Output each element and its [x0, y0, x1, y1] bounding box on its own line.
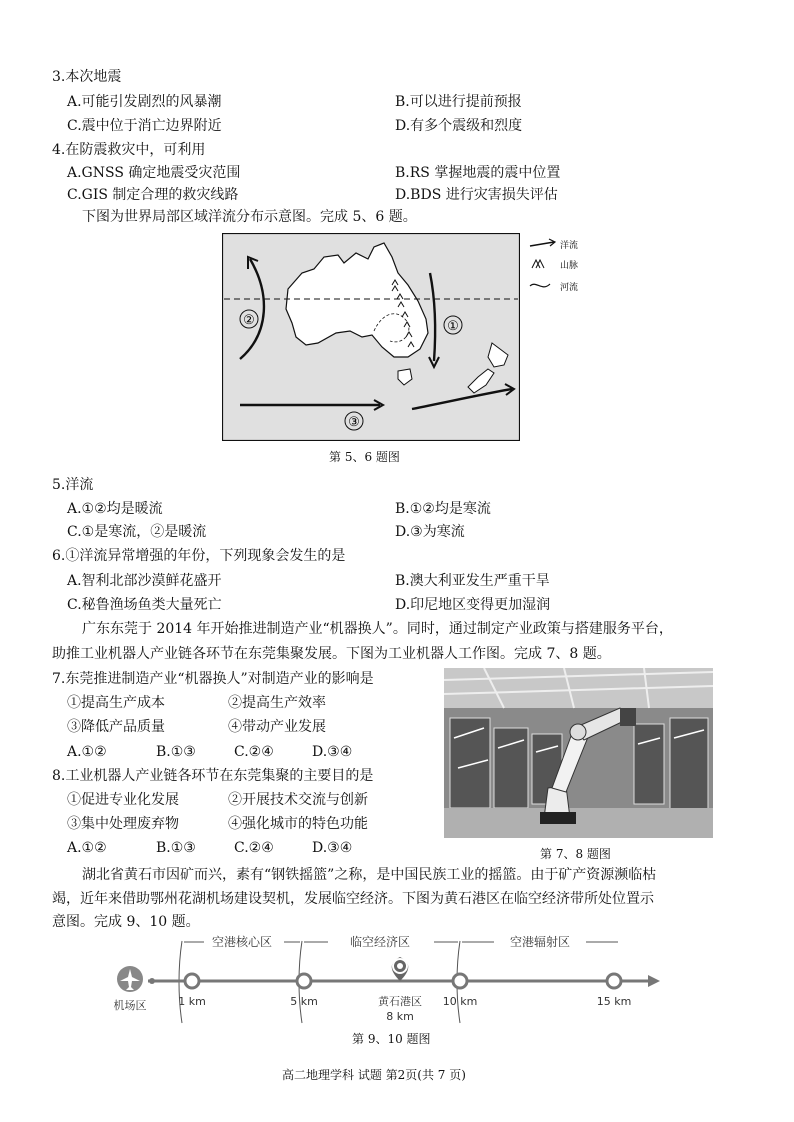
- q3-option-d: D.有多个震级和烈度: [395, 118, 523, 134]
- marker-15km: 15 km: [596, 995, 632, 1008]
- q7-item-1: ①提高生产成本: [67, 695, 165, 711]
- q6-option-b: B.澳大利亚发生严重干旱: [395, 573, 550, 589]
- q4-option-c: C.GIS 制定合理的救灾线路: [67, 187, 239, 203]
- q5-stem: 5.洋流: [52, 477, 94, 493]
- port-label: 黄石港区: [378, 995, 422, 1008]
- q4-stem: 4.在防震救灾中，可利用: [52, 142, 206, 158]
- q7-item-4: ④带动产业发展: [228, 719, 326, 735]
- intro-9-10-line1: 湖北省黄石市因矿而兴，素有“钢铁摇篮”之称，是中国民族工业的摇篮。由于矿产资源濒临枯: [82, 867, 657, 883]
- legend-mountain: 山脉: [560, 261, 579, 271]
- zone-airport-economy: 临空经济区: [349, 935, 411, 949]
- q5-option-d: D.③为寒流: [395, 524, 465, 540]
- map-legend: [528, 238, 598, 298]
- river-legend-icon: [530, 284, 550, 287]
- intro-9-10-line3: 意图。完成 9、10 题。: [52, 914, 200, 930]
- q3-option-b: B.可以进行提前预报: [395, 94, 522, 110]
- mountain-legend-icon: [532, 260, 544, 268]
- map-svg: [222, 233, 520, 441]
- q3-stem: 3.本次地震: [52, 69, 122, 85]
- q7-item-2: ②提高生产效率: [228, 695, 326, 711]
- q6-option-c: C.秘鲁渔场鱼类大量死亡: [67, 597, 222, 613]
- ocean-current-map: [222, 233, 520, 441]
- marker-1km: 1 km: [178, 995, 206, 1008]
- q8-option-a: A.①②: [67, 840, 107, 856]
- q5-option-b: B.①②均是寒流: [395, 501, 491, 517]
- robot-photo-svg: [444, 668, 713, 838]
- marker-10km: 10 km: [442, 995, 478, 1008]
- current-1-label: ①: [447, 319, 459, 334]
- robot-photo: [444, 668, 713, 838]
- q7-option-c: C.②④: [234, 744, 274, 760]
- intro-7-8-line2: 助推工业机器人产业链各环节在东莞集聚发展。下图为工业机器人工作图。完成 7、8 题。: [52, 646, 611, 662]
- q8-option-c: C.②④: [234, 840, 274, 856]
- q8-option-d: D.③④: [312, 840, 353, 856]
- q4-option-b: B.RS 掌握地震的震中位置: [395, 165, 561, 181]
- airport-economy-diagram: [108, 927, 668, 1027]
- photo-caption: 第 7、8 题图: [540, 847, 611, 861]
- q7-option-b: B.①③: [156, 744, 196, 760]
- timeline-caption: 第 9、10 题图: [352, 1032, 431, 1046]
- q8-option-b: B.①③: [156, 840, 196, 856]
- page-footer: 高二地理学科 试题 第2页(共 7 页): [282, 1068, 466, 1082]
- q3-option-c: C.震中位于消亡边界附近: [67, 118, 222, 134]
- q6-stem: 6.①洋流异常增强的年份，下列现象会发生的是: [52, 548, 346, 564]
- q8-item-1: ①促进专业化发展: [67, 792, 179, 808]
- q3-option-a: A.可能引发剧烈的风暴潮: [67, 94, 222, 110]
- q4-option-d: D.BDS 进行灾害损失评估: [395, 187, 558, 203]
- intro-5-6: 下图为世界局部区域洋流分布示意图。完成 5、6 题。: [82, 209, 417, 225]
- marker-5km: 5 km: [290, 995, 318, 1008]
- q5-option-a: A.①②均是暖流: [67, 501, 163, 517]
- airport-zone-label: 机场区: [113, 999, 147, 1012]
- axis-arrow-icon: [648, 975, 660, 987]
- q6-option-d: D.印尼地区变得更加湿润: [395, 597, 551, 613]
- current-2-label: ②: [243, 313, 255, 328]
- q7-item-3: ③降低产品质量: [67, 719, 165, 735]
- legend-svg: [528, 238, 598, 298]
- q8-item-4: ④强化城市的特色功能: [228, 816, 368, 832]
- q6-option-a: A.智利北部沙漠鲜花盛开: [67, 573, 222, 589]
- q5-option-c: C.①是寒流，②是暖流: [67, 524, 207, 540]
- marker-8km: 8 km: [386, 1010, 414, 1023]
- q7-option-a: A.①②: [67, 744, 107, 760]
- q7-option-d: D.③④: [312, 744, 353, 760]
- timeline-svg: [108, 927, 668, 1027]
- legend-current: 洋流: [560, 241, 579, 251]
- q4-option-a: A.GNSS 确定地震受灾范围: [67, 165, 241, 181]
- zone-airport-radiation: 空港辐射区: [509, 935, 571, 949]
- intro-9-10-line2: 竭，近年来借助鄂州花湖机场建设契机，发展临空经济。下图为黄石港区在临空经济带所处位置示: [52, 891, 654, 907]
- map-caption: 第 5、6 题图: [329, 450, 400, 464]
- legend-river: 河流: [560, 283, 579, 293]
- q8-item-3: ③集中处理废弃物: [67, 816, 179, 832]
- zone-airport-core: 空港核心区: [211, 935, 273, 949]
- q8-stem: 8.工业机器人产业链各环节在东莞集聚的主要目的是: [52, 768, 374, 784]
- current-3-label: ③: [348, 415, 360, 430]
- q8-item-2: ②开展技术交流与创新: [228, 792, 368, 808]
- intro-7-8-line1: 广东东莞于 2014 年开始推进制造产业“机器换人”。同时，通过制定产业政策与搭建服务平台，: [82, 621, 673, 637]
- q7-stem: 7.东莞推进制造产业“机器换人”对制造产业的影响是: [52, 671, 374, 687]
